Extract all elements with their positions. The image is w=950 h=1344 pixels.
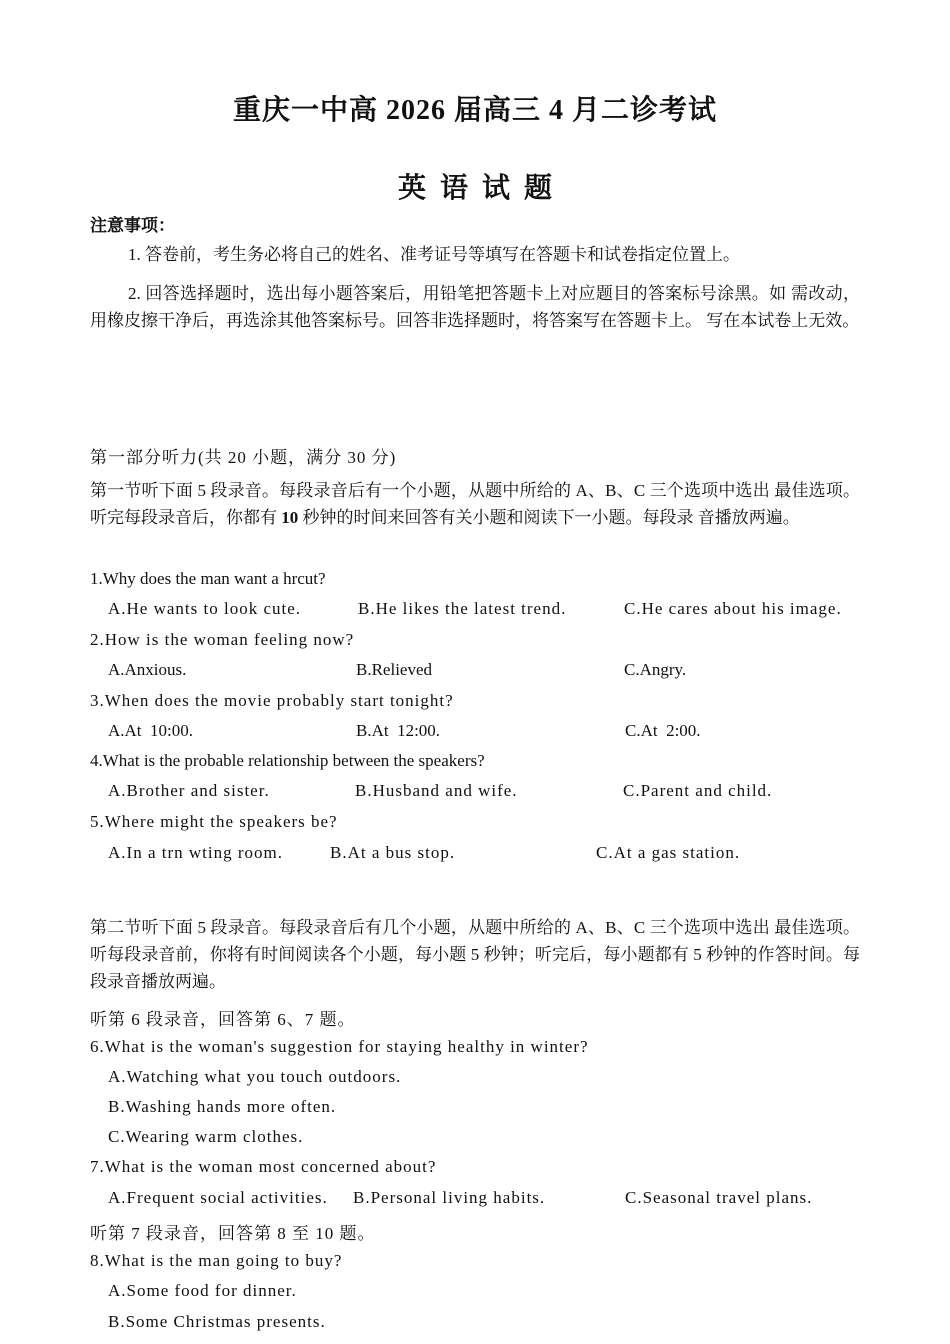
q7-option-a: A.Frequent social activities. bbox=[108, 1188, 328, 1207]
q5-option-b: B.At a bus stop. bbox=[330, 843, 456, 862]
part1-heading: 第一部分听力(共 20 小题，满分 30 分) bbox=[90, 448, 397, 467]
exam-title: 重庆一中高 2026 届高三 4 月二诊考试 bbox=[232, 95, 717, 126]
question-2: 2.How is the woman feeling now? bbox=[90, 630, 355, 649]
q6-option-b: B.Washing hands more often. bbox=[108, 1097, 337, 1116]
q7-option-b: B.Personal living habits. bbox=[353, 1188, 546, 1207]
listen-passage-6: 听第 6 段录音，回答第 6、7 题。 bbox=[90, 1010, 356, 1029]
exam-subtitle: 英语试题 bbox=[397, 173, 566, 204]
q1-option-a: A.He wants to look cute. bbox=[108, 599, 302, 618]
q3-option-c: C.At 2:00. bbox=[625, 721, 701, 740]
section2-instructions: 第二节听下面 5 段录音。每段录音后有几个小题，从题中所给的 A、B、C 三个选项中选出 最佳选项。听每段录音前，你将有时间阅读各个小题，每小题 5 秒钟；听完后，每小题都有 5 秒钟的作答时间。每段录音播放两遍。 bbox=[90, 918, 860, 991]
q3-option-b: B.At 12:00. bbox=[356, 721, 441, 740]
q5-option-a: A.In a trn wting room. bbox=[108, 843, 283, 862]
q1-option-b: B.He likes the latest trend. bbox=[358, 599, 567, 618]
notice-heading: 注意事项： bbox=[90, 216, 175, 235]
section1-seconds: 10 bbox=[281, 508, 299, 527]
question-7: 7.What is the woman most concerned about? bbox=[90, 1157, 437, 1176]
q2-option-a: A.Anxious. bbox=[108, 660, 187, 679]
q3-option-a: A.At 10:00. bbox=[108, 721, 193, 740]
question-3: 3.When does the movie probably start tonight? bbox=[90, 691, 454, 710]
question-6: 6.What is the woman's suggestion for staying healthy in winter? bbox=[90, 1037, 589, 1056]
question-5: 5.Where might the speakers be? bbox=[90, 812, 338, 831]
q4-option-a: A.Brother and sister. bbox=[108, 781, 270, 800]
section1-instructions bbox=[90, 477, 860, 531]
q4-option-b: B.Husband and wife. bbox=[355, 781, 518, 800]
question-8: 8.What is the man going to buy? bbox=[90, 1251, 343, 1270]
question-1: 1.Why does the man want a hrcut? bbox=[90, 569, 326, 588]
q6-option-c: C.Wearing warm clothes. bbox=[108, 1127, 304, 1146]
listen-passage-7: 听第 7 段录音，回答第 8 至 10 题。 bbox=[90, 1224, 376, 1243]
notice-item-2: 2. 回答选择题时，选出每小题答案后，用铅笔把答题卡上对应题目的答案标号涂黑。如 需改动，用橡皮擦干净后，再选涂其他答案标号。回答非选择题时，将答案写在答题卡上。 写在本试卷上无效。 bbox=[90, 284, 860, 330]
q2-option-b: B.Relieved bbox=[356, 660, 433, 679]
section1-text-post: 秒钟的时间来回答有关小题和阅读下一小题。每段录 音播放两遍。 bbox=[302, 508, 800, 527]
q2-option-c: C.Angry. bbox=[624, 660, 687, 679]
q4-option-c: C.Parent and child. bbox=[623, 781, 773, 800]
notice-item-1: 1. 答卷前，考生务必将自己的姓名、准考证号等填写在答题卡和试卷指定位置上。 bbox=[128, 245, 740, 264]
q1-option-c: C.He cares about his image. bbox=[624, 599, 842, 618]
q7-option-c: C.Seasonal travel plans. bbox=[625, 1188, 813, 1207]
q5-option-c: C.At a gas station. bbox=[596, 843, 741, 862]
q8-option-a: A.Some food for dinner. bbox=[108, 1281, 297, 1300]
question-4: 4.What is the probable relationship between the speakers? bbox=[90, 751, 485, 770]
section1-text-pre: 第一节听下面 5 段录音。每段录音后有一个小题，从题中所给的 A、B、C 三个选项中选出 最佳选项。听完每段录音后，你都有 bbox=[90, 481, 860, 527]
q8-option-b: B.Some Christmas presents. bbox=[108, 1312, 326, 1331]
q6-option-a: A.Watching what you touch outdoors. bbox=[108, 1067, 402, 1086]
